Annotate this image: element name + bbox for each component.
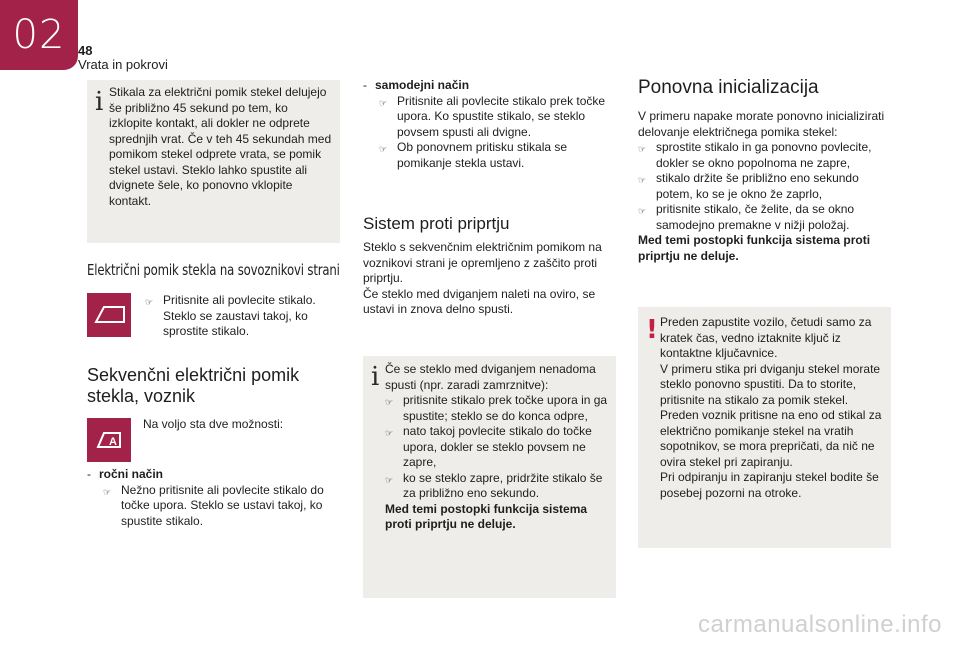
reinit-item: pritisnite stikalo, če želite, da se okno samodejno premakne v nižji položaj. <box>656 202 855 232</box>
bullet-icon: ☞ <box>145 297 154 307</box>
dash-marker: - <box>363 78 367 92</box>
reinit-heading: Ponovna inicializacija <box>638 77 819 98</box>
info-icon: i <box>95 87 104 117</box>
reinit-intro: V primeru napake morate ponovno inicializirati delovanje električnega pomika stekel: <box>638 109 885 139</box>
passenger-window-heading: Električni pomik stekla na sovoznikovi strani <box>87 261 340 279</box>
auto-mode-block <box>363 78 613 171</box>
bullet-icon: ☞ <box>638 175 647 185</box>
info-note-2-intro: Če se steklo med dviganjem nenadoma spusti (npr. zaradi zamrznitve): <box>385 362 596 392</box>
auto-mode-item: Pritisnite ali povlecite stikalo prek točke upora. Ko spustite stikalo, se steklo povsem spusti ali dvigne. <box>397 93 606 139</box>
dash-marker: - <box>87 467 91 481</box>
bullet-icon: ☞ <box>385 474 394 485</box>
window-auto-icon <box>87 418 131 462</box>
anti-pinch-text-2: Če steklo med dviganjem naleti na oviro, se ustavi in znova delno spusti. <box>363 286 596 316</box>
bullet-icon: ☞ <box>638 206 647 216</box>
info-note-1 <box>87 80 340 243</box>
chapter-tab: 02 <box>0 0 78 70</box>
warning-text-block <box>660 315 886 501</box>
passenger-window-text-block <box>145 293 335 340</box>
manual-mode-text: Nežno pritisnite ali povlecite stikalo do točke upora. Steklo se ustavi takoj, ko spustite stikalo. <box>121 482 324 528</box>
bullet-icon: ☞ <box>379 97 388 108</box>
watermark: carmanualsonline.info <box>698 611 942 638</box>
anti-pinch-text-block <box>363 240 613 318</box>
anti-pinch-text: Steklo s sekvenčnim električnim pomikom na voznikovi strani je opremljeno z zaščito proti priprtju. <box>363 240 602 285</box>
info-note-1-text: Stikala za električni pomik stekel delujejo še približno 45 sekund po tem, ko izklopite kontakt, ali dokler ne odprete sprednjih vrat. Če v teh 45 sekundah med pomikom stekel odprete vrata, se pomik stekel ustavi. Steklo lahko spustite ali dvignete šele, ko ponovno vklopite kontakt. <box>109 85 332 208</box>
info-note-2-item: ko se steklo zapre, pridržite stikalo še za približno eno sekundo. <box>403 470 603 500</box>
auto-mode-label: samodejni način <box>375 78 470 92</box>
info-note-2-item: nato takoj povlecite stikalo do točke upora, dokler se steklo povsem ne zapre, <box>403 424 592 469</box>
window-switch-icon <box>87 293 131 337</box>
info-note-2-text-block <box>385 362 611 533</box>
page-number: 48 <box>78 43 93 58</box>
reinit-closing: Med temi postopki funkcija sistema proti priprtju ne deluje. <box>638 233 871 263</box>
warning-paragraph: Preden zapustite vozilo, četudi samo za kratek čas, vedno iztaknite ključ iz kontaktne ključavnice. <box>660 315 872 360</box>
bullet-icon: ☞ <box>385 428 394 438</box>
svg-text:A: A <box>109 436 117 448</box>
bullet-icon: ☞ <box>379 144 388 154</box>
warning-paragraph: V primeru stika pri dviganju stekel morate steklo ponovno spustiti. Da to storite, pritisnite na stikalo za pomik stekel. <box>660 361 881 407</box>
reinit-item: stikalo držite še približno eno sekundo potem, ko se je okno že zaprlo, <box>656 171 859 201</box>
info-note-2 <box>363 356 616 598</box>
bullet-icon: ☞ <box>638 144 647 154</box>
bullet-icon: ☞ <box>103 486 112 497</box>
section-name: Vrata in pokrovi <box>78 57 168 72</box>
auto-mode-item: Ob ponovnem pritisku stikala se pomikanje stekla ustavi. <box>397 140 568 170</box>
manual-mode-label: ročni način <box>99 467 164 481</box>
sequential-intro: Na voljo sta dve možnosti: <box>143 417 284 431</box>
passenger-window-text: Pritisnite ali povlecite stikalo. Steklo se zaustavi takoj, ko sprostite stikalo. <box>163 293 316 338</box>
bullet-icon: ☞ <box>385 397 394 407</box>
anti-pinch-heading: Sistem proti priprtju <box>363 214 510 233</box>
reinit-item: sprostite stikalo in ga ponovno povlecite, dokler se okno popolnoma ne zapre, <box>656 140 872 170</box>
warning-paragraph: Preden voznik pritisne na eno od stikal za električno pomikanje stekel na vratih sopotnikov, se mora prepričati, da nič ne ovira stekel pri zapiranju. <box>660 408 882 469</box>
info-note-2-closing: Med temi postopki funkcija sistema proti priprtju ne deluje. <box>385 501 588 531</box>
warning-note <box>638 307 891 548</box>
warning-paragraph: Pri odpiranju in zapiranju stekel bodite še posebej pozorni na otroke. <box>660 470 879 500</box>
manual-mode-block <box>87 467 332 529</box>
reinit-text-block <box>638 109 888 264</box>
warning-icon: ! <box>646 315 658 345</box>
info-icon: i <box>371 362 380 392</box>
sequential-window-heading: Sekvenčni električni pomik stekla, voznik <box>87 365 300 406</box>
info-note-2-item: pritisnite stikalo prek točke upora in ga spustite; steklo se do konca odpre, <box>403 393 608 423</box>
